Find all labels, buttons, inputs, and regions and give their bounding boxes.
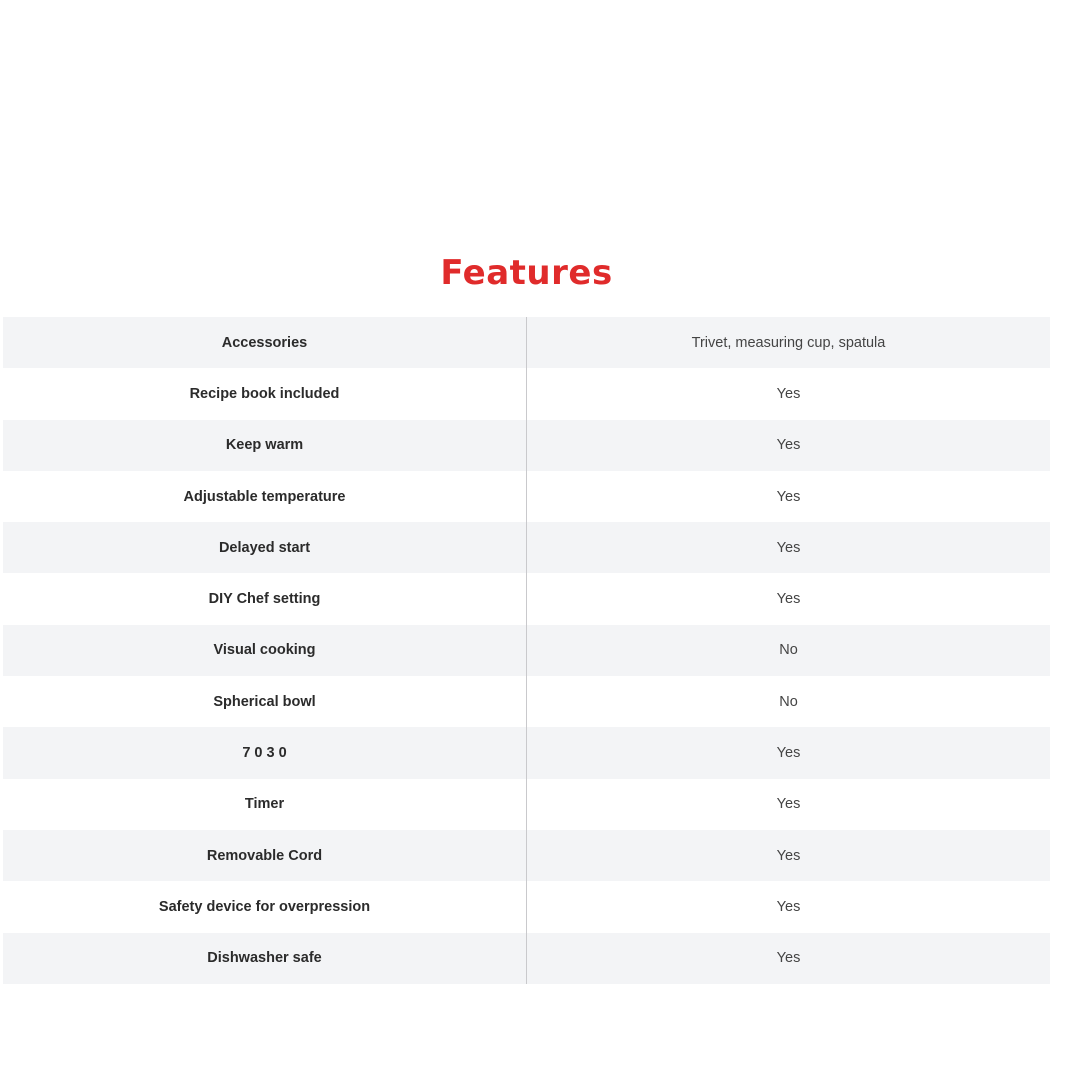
feature-value: Yes	[776, 847, 801, 864]
feature-value: Yes	[776, 745, 801, 762]
feature-name: Visual cooking	[3, 625, 527, 676]
table-row-keep-warm	[3, 420, 1050, 471]
feature-name: 7 0 3 0	[3, 727, 527, 778]
table-row-timer	[3, 779, 1050, 830]
feature-name: Spherical bowl	[3, 676, 527, 727]
feature-name: DIY Chef setting	[3, 573, 527, 624]
table-row-accessories	[3, 317, 1050, 368]
feature-name: Timer	[3, 779, 527, 830]
features-table	[3, 317, 1050, 984]
table-row-removable-cord	[3, 830, 1050, 881]
feature-name: Removable Cord	[3, 830, 527, 881]
feature-name: Safety device for overpression	[3, 881, 527, 932]
table-row-delayed-start	[3, 522, 1050, 573]
table-row-recipe-book	[3, 368, 1050, 419]
table-row-adjustable-temperature	[3, 471, 1050, 522]
table-row-diy-chef	[3, 573, 1050, 624]
feature-value: Yes	[776, 539, 801, 556]
feature-value: Yes	[776, 488, 801, 505]
feature-value: Yes	[776, 898, 801, 915]
feature-name: Dishwasher safe	[3, 933, 527, 984]
table-row-7030	[3, 727, 1050, 778]
feature-name: Adjustable temperature	[3, 471, 527, 522]
feature-value: Yes	[776, 385, 801, 402]
feature-value: No	[779, 642, 798, 659]
table-row-visual-cooking	[3, 625, 1050, 676]
feature-value: Yes	[776, 437, 801, 454]
table-row-spherical-bowl	[3, 676, 1050, 727]
feature-name: Accessories	[3, 317, 527, 368]
feature-name: Keep warm	[3, 420, 527, 471]
feature-value: Yes	[776, 796, 801, 813]
features-table-body	[3, 317, 1050, 984]
features-title: Features	[440, 253, 613, 293]
feature-value: No	[779, 693, 798, 710]
table-row-safety-device	[3, 881, 1050, 932]
feature-value: Yes	[776, 591, 801, 608]
feature-name: Recipe book included	[3, 368, 527, 419]
table-row-dishwasher-safe	[3, 933, 1050, 984]
feature-name: Delayed start	[3, 522, 527, 573]
feature-value: Yes	[776, 950, 801, 967]
feature-value: Trivet, measuring cup, spatula	[691, 334, 886, 351]
